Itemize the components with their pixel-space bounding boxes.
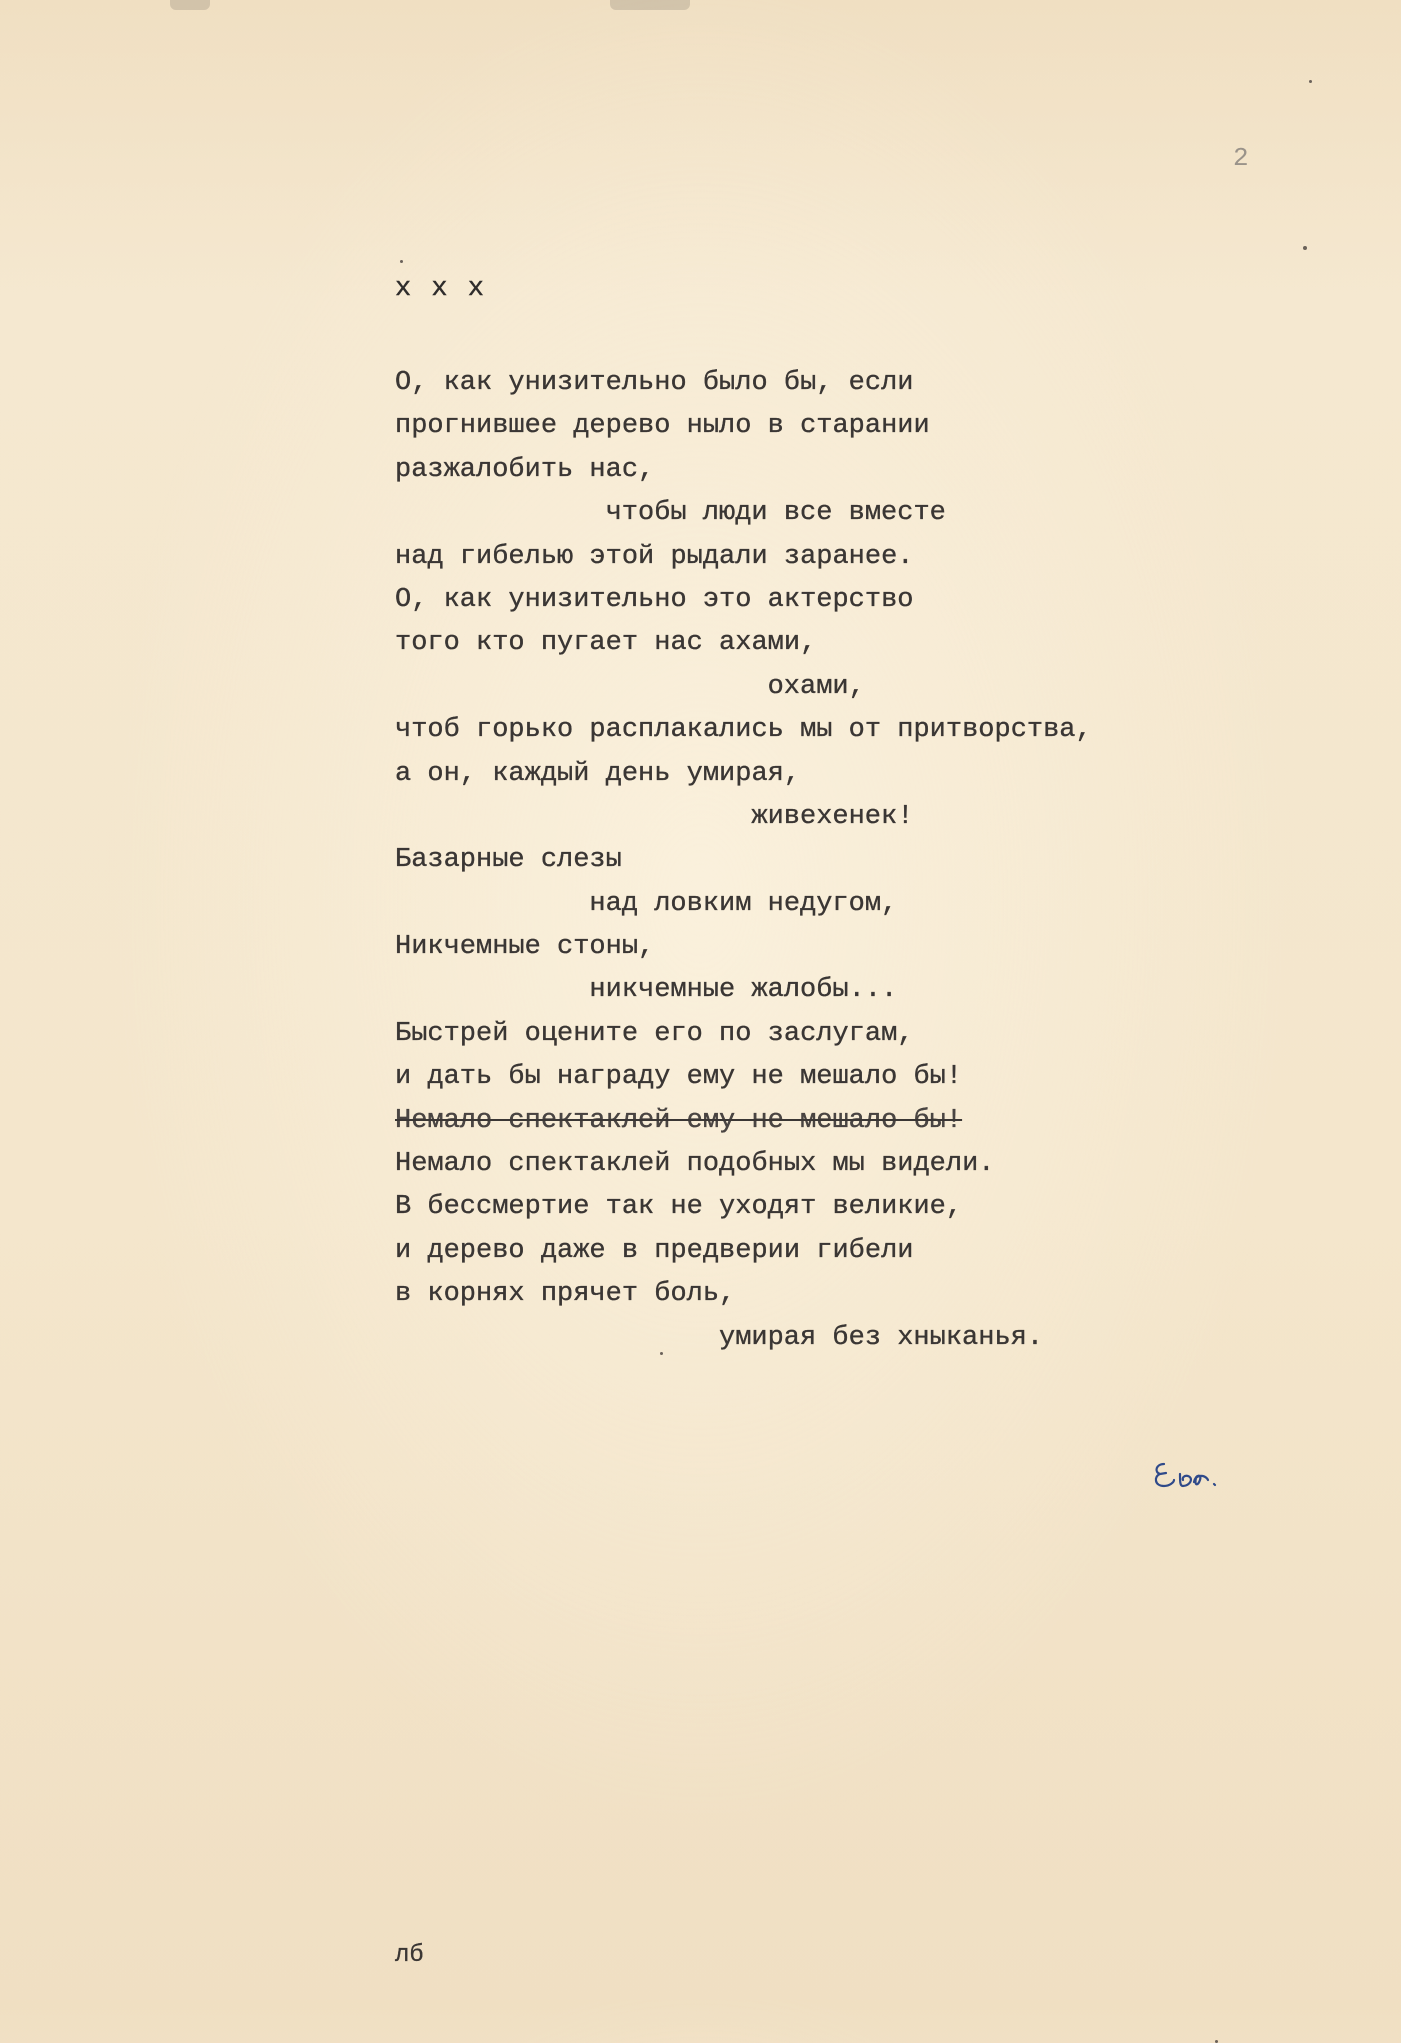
- poem-line: над ловким недугом,: [589, 888, 898, 919]
- paper-speck: [400, 260, 403, 263]
- poem-line: чтобы люди все вместе: [605, 498, 946, 529]
- paper-edge-mark: [170, 0, 210, 10]
- poem-line: В бессмертие так не уходят великие,: [395, 1192, 963, 1223]
- poem-line: Никчемные стоны,: [395, 932, 655, 963]
- paper-edge-mark: [610, 0, 690, 10]
- poem-line: над гибелью этой рыдали заранее.: [395, 541, 914, 572]
- page-number: 2: [1233, 143, 1249, 173]
- poem-line: в корнях прячет боль,: [395, 1279, 736, 1310]
- poem-line: умирая без хныканья.: [719, 1322, 1044, 1353]
- poem-heading: х х х: [395, 274, 487, 304]
- poem-line: и дерево даже в предверии гибели: [395, 1235, 914, 1266]
- poem-line: разжалобить нас,: [395, 454, 655, 485]
- poem-line: О, как унизительно это актерство: [395, 584, 914, 615]
- poem-line: чтоб горько расплакались мы от притворства,: [395, 715, 1092, 746]
- poem-line: охами,: [767, 671, 865, 702]
- poem-line: а он, каждый день умирая,: [395, 758, 801, 789]
- poem-line: Базарные слезы: [395, 845, 622, 876]
- poem: [395, 268, 1295, 1360]
- footer-code: лб: [395, 1942, 424, 1969]
- poem-line: никчемные жалобы...: [589, 975, 898, 1006]
- paper-speck: [660, 1352, 663, 1355]
- poem-line: того кто пугает нас ахами,: [395, 628, 817, 659]
- paper-speck: [1303, 246, 1307, 250]
- handwritten-signature: [1150, 1452, 1230, 1502]
- poem-line: Быстрей оцените его по заслугам,: [395, 1018, 914, 1049]
- poem-line-struck: Немало спектаклей ему не мешало бы!: [395, 1105, 963, 1136]
- poem-line: прогнившее дерево ныло в старании: [395, 411, 930, 442]
- poem-line: Немало спектаклей подобных мы видели.: [395, 1149, 995, 1180]
- poem-line: О, как унизительно было бы, если: [395, 368, 914, 398]
- poem-line: живехенек!: [751, 801, 914, 832]
- poem-line: и дать бы награду ему не мешало бы!: [395, 1062, 963, 1093]
- paper-speck: [1309, 80, 1312, 83]
- poem-lines: [395, 362, 1295, 1360]
